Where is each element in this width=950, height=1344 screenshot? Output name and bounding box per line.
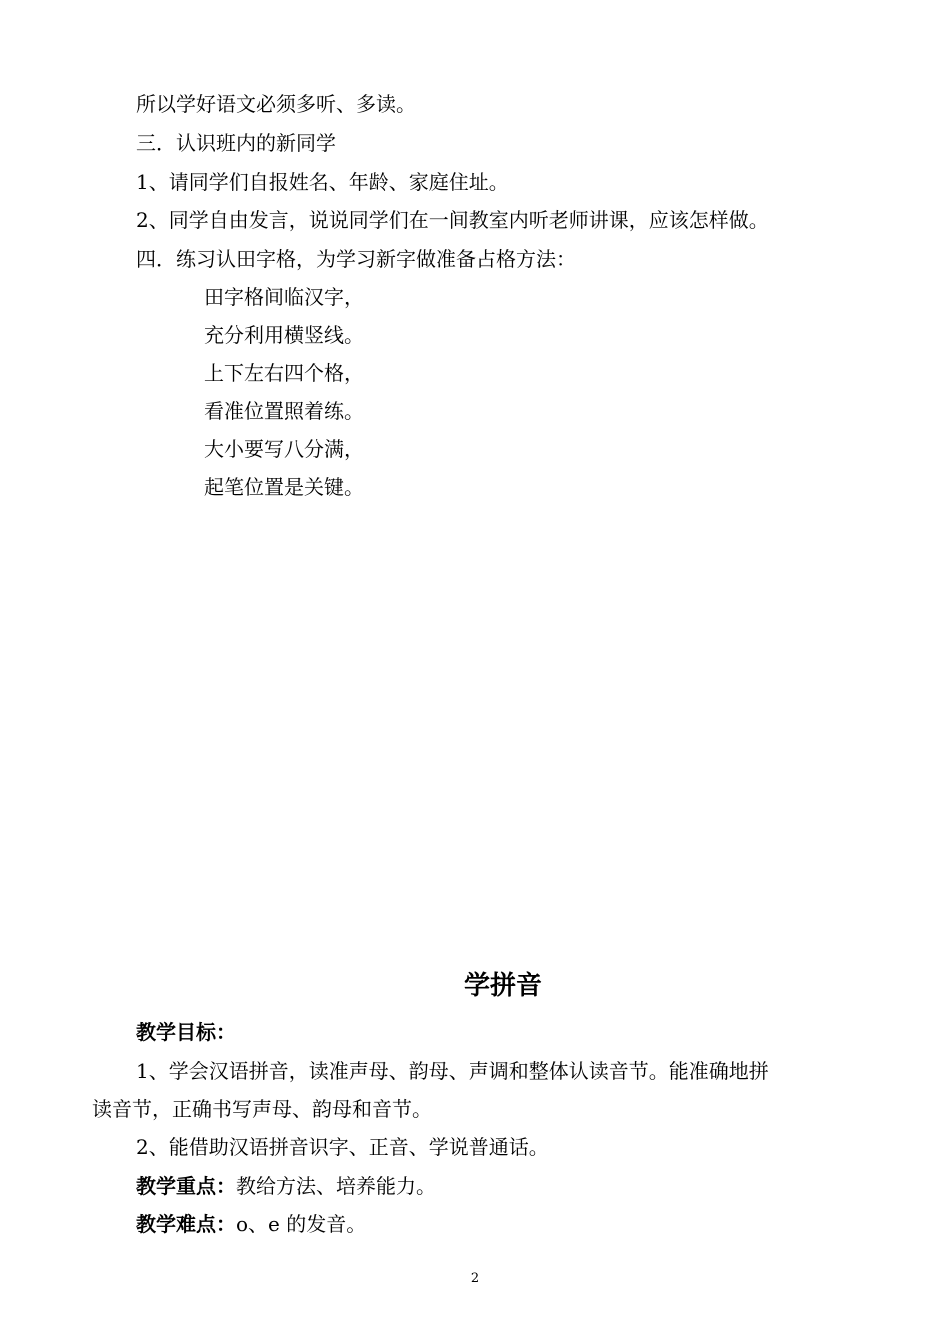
verse-line-1: 田字格间临汉字， (204, 285, 364, 309)
verse-line-2: 充分利用横竖线。 (204, 323, 364, 347)
key-point-label: 教学重点： (136, 1174, 236, 1198)
verse-line-4: 看准位置照着练。 (204, 399, 364, 423)
section-heading-4: 四．练习认田字格，为学习新字做准备占格方法： (136, 247, 576, 271)
difficulty-label: 教学难点： (136, 1212, 236, 1236)
section-heading-3: 三．认识班内的新同学 (136, 131, 336, 155)
paragraph-line-1: 所以学好语文必须多听、多读。 (136, 92, 416, 116)
verse-line-6: 起笔位置是关键。 (204, 475, 364, 499)
difficulty-text: o、e 的发音。 (236, 1212, 367, 1236)
objective-1-line-1: 1、学会汉语拼音，读准声母、韵母、声调和整体认读音节。能准确地拼 (136, 1059, 769, 1083)
page-number: 2 (470, 1271, 480, 1286)
lesson-title: 学拼音 (463, 971, 542, 1001)
key-point-text: 教给方法、培养能力。 (236, 1174, 436, 1198)
difficulty-row (136, 1210, 366, 1238)
verse-line-3: 上下左右四个格， (204, 361, 364, 385)
list-item-1: 1、请同学们自报姓名、年龄、家庭住址。 (136, 170, 509, 194)
list-item-2: 2、同学自由发言，说说同学们在一间教室内听老师讲课，应该怎样做。 (136, 208, 769, 232)
objectives-label: 教学目标： (136, 1020, 236, 1044)
objective-1-line-2: 读音节，正确书写声母、韵母和音节。 (92, 1097, 432, 1121)
objective-2: 2、能借助汉语拼音识字、正音、学说普通话。 (136, 1135, 549, 1159)
verse-line-5: 大小要写八分满， (204, 437, 364, 461)
key-point-row (136, 1172, 436, 1200)
